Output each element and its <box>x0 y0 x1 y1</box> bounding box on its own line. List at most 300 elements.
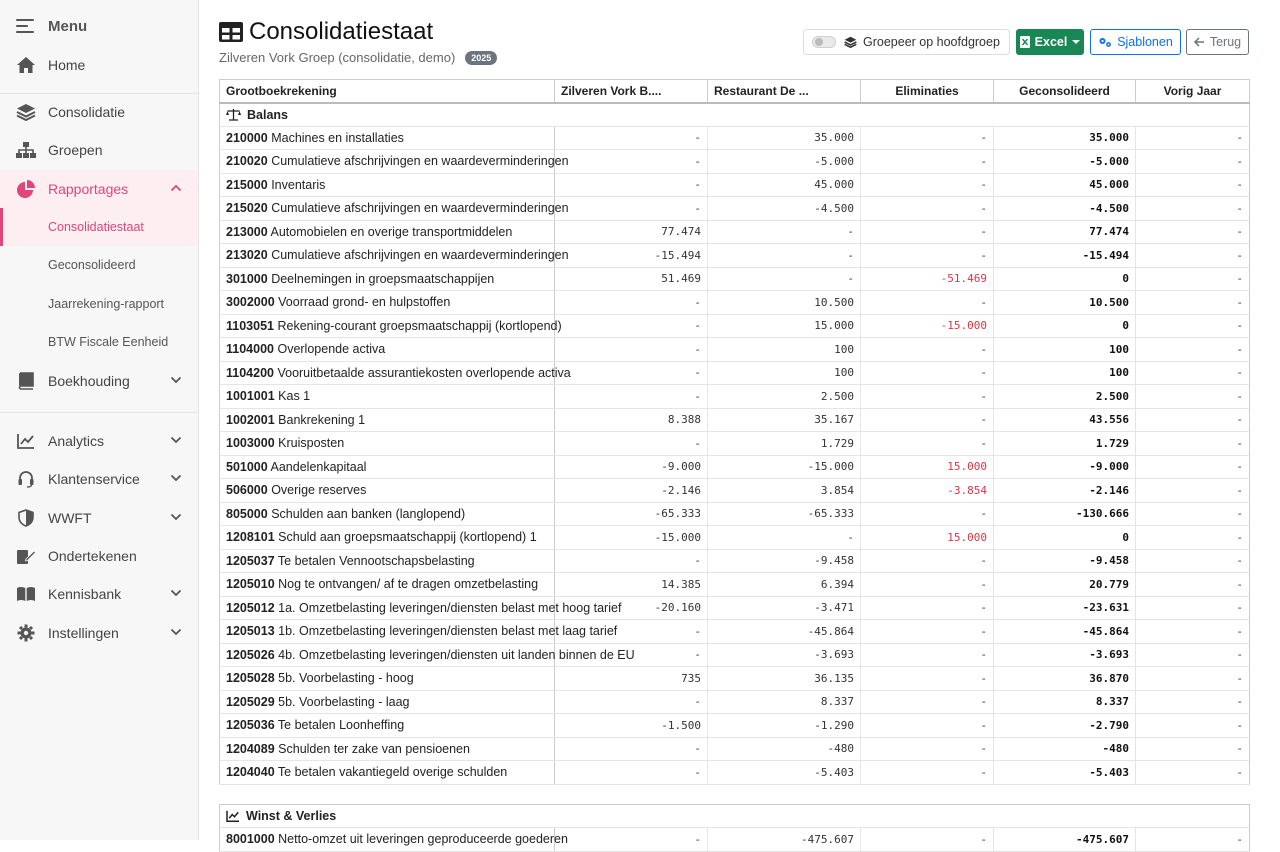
subtitle-text: Zilveren Vork Groep (consolidatie, demo) <box>219 50 456 65</box>
value-vorig-jaar: - <box>1136 220 1250 244</box>
table-row[interactable] <box>220 573 1250 597</box>
menu-toggle[interactable] <box>0 0 198 52</box>
headset-icon <box>16 469 36 489</box>
sidebar-item-label: Home <box>48 57 86 73</box>
account-cell <box>220 667 555 691</box>
value-vorig-jaar: - <box>1136 173 1250 197</box>
excel-button[interactable] <box>1016 29 1084 55</box>
value-vorig-jaar: - <box>1136 314 1250 338</box>
value-geconsolideerd: -15.494 <box>994 244 1136 268</box>
value-restaurant: - <box>708 526 861 550</box>
sidebar-sub-label: Geconsolideerd <box>48 258 136 272</box>
value-zilveren-vork: - <box>555 361 708 385</box>
sidebar-item-label: Instellingen <box>48 625 119 641</box>
value-vorig-jaar: - <box>1136 291 1250 315</box>
table-row[interactable] <box>220 338 1250 362</box>
table-row[interactable] <box>220 361 1250 385</box>
value-vorig-jaar: - <box>1136 828 1250 852</box>
value-geconsolideerd: 45.000 <box>994 173 1136 197</box>
value-eliminaties: - <box>861 690 994 714</box>
shield-icon <box>16 508 36 528</box>
account-code: 1104000 <box>226 342 274 357</box>
account-code: 301000 <box>226 271 268 286</box>
value-zilveren-vork: - <box>555 197 708 221</box>
back-button[interactable] <box>1186 29 1249 55</box>
value-zilveren-vork: 51.469 <box>555 267 708 291</box>
value-eliminaties: 15.000 <box>861 455 994 479</box>
account-cell <box>220 338 555 362</box>
chevron-down-icon <box>170 472 182 484</box>
value-eliminaties: - <box>861 667 994 691</box>
value-eliminaties: - <box>861 596 994 620</box>
table-row[interactable] <box>220 408 1250 432</box>
sidebar-item-rapportages[interactable] <box>0 170 198 208</box>
value-restaurant: 100 <box>708 338 861 362</box>
col-header-vorig-jaar[interactable]: Vorig Jaar <box>1136 80 1250 103</box>
account-name: Kruisposten <box>278 436 345 451</box>
account-cell <box>220 596 622 620</box>
line-chart-icon <box>226 810 240 822</box>
table-row[interactable] <box>220 479 1250 503</box>
account-cell <box>220 479 555 503</box>
value-eliminaties: -51.469 <box>861 267 994 291</box>
table-row[interactable] <box>220 455 1250 479</box>
account-name: 1a. Omzetbelasting leveringen/diensten belast met hoog tarief <box>278 600 622 615</box>
value-restaurant: -5.403 <box>708 761 861 785</box>
value-restaurant: 3.854 <box>708 479 861 503</box>
account-code: 210000 <box>226 130 268 145</box>
account-cell <box>220 385 555 409</box>
value-zilveren-vork: - <box>555 761 708 785</box>
value-eliminaties: - <box>861 197 994 221</box>
value-restaurant: -480 <box>708 737 861 761</box>
col-header-zilveren-vork[interactable]: Zilveren Vork B.... <box>555 80 708 103</box>
table-row[interactable] <box>220 173 1250 197</box>
table-row[interactable] <box>220 267 1250 291</box>
value-zilveren-vork: 735 <box>555 667 708 691</box>
chevron-up-icon <box>170 182 182 194</box>
value-restaurant: 45.000 <box>708 173 861 197</box>
value-restaurant: -475.607 <box>708 828 861 852</box>
value-eliminaties: -15.000 <box>861 314 994 338</box>
table-row[interactable] <box>220 761 1250 785</box>
value-zilveren-vork: - <box>555 314 708 338</box>
value-zilveren-vork: -15.000 <box>555 526 708 550</box>
account-code: 215020 <box>226 201 268 216</box>
value-vorig-jaar: - <box>1136 549 1250 573</box>
value-restaurant: 15.000 <box>708 314 861 338</box>
hamburger-icon <box>16 19 34 33</box>
account-code: 1205012 <box>226 600 275 615</box>
sidebar-sub-label: BTW Fiscale Eenheid <box>48 335 169 349</box>
value-zilveren-vork: - <box>555 828 708 852</box>
value-vorig-jaar: - <box>1136 620 1250 644</box>
value-vorig-jaar: - <box>1136 761 1250 785</box>
pie-chart-icon <box>16 179 36 199</box>
account-code: 1204040 <box>226 765 275 780</box>
value-restaurant: -15.000 <box>708 455 861 479</box>
open-book-icon <box>16 584 36 604</box>
account-cell <box>220 408 555 432</box>
value-zilveren-vork: 77.474 <box>555 220 708 244</box>
table-row[interactable] <box>220 150 1250 174</box>
value-eliminaties: - <box>861 714 994 738</box>
table-row[interactable] <box>220 291 1250 315</box>
value-geconsolideerd: 20.779 <box>994 573 1136 597</box>
sidebar-item-label: Kennisbank <box>48 586 122 602</box>
value-vorig-jaar: - <box>1136 361 1250 385</box>
value-geconsolideerd: 36.870 <box>994 667 1136 691</box>
value-geconsolideerd: -23.631 <box>994 596 1136 620</box>
value-vorig-jaar: - <box>1136 408 1250 432</box>
value-zilveren-vork: -20.160 <box>555 596 708 620</box>
value-geconsolideerd: -5.000 <box>994 150 1136 174</box>
value-restaurant: -9.458 <box>708 549 861 573</box>
sidebar-item-label: Klantenservice <box>48 471 140 487</box>
account-name: Te betalen vakantiegeld overige schulden <box>277 765 508 780</box>
sidebar-item-label: Analytics <box>48 433 105 449</box>
account-name: Schulden aan banken (langlopend) <box>271 506 466 521</box>
value-eliminaties: - <box>861 173 994 197</box>
account-cell <box>220 620 618 644</box>
excel-file-icon <box>1020 36 1030 48</box>
account-code: 1001001 <box>226 389 275 404</box>
section-winst-verlies <box>220 804 1250 828</box>
account-name: Vooruitbetaalde assurantiekosten overlopende activa <box>277 365 571 380</box>
layers-icon <box>16 102 36 122</box>
sidebar-item-label: Groepen <box>48 142 103 158</box>
group-toggle[interactable] <box>803 29 1010 55</box>
value-eliminaties: - <box>861 620 994 644</box>
value-eliminaties: - <box>861 549 994 573</box>
value-zilveren-vork: -2.146 <box>555 479 708 503</box>
value-vorig-jaar: - <box>1136 573 1250 597</box>
account-code: 1205013 <box>226 624 275 639</box>
value-zilveren-vork: - <box>555 173 708 197</box>
sidebar-item-label: Ondertekenen <box>48 548 137 564</box>
value-zilveren-vork: - <box>555 690 708 714</box>
account-cell <box>220 828 568 852</box>
col-header-geconsolideerd[interactable]: Geconsolideerd <box>994 80 1136 103</box>
col-header-account[interactable]: Grootboekrekening <box>220 80 555 103</box>
sidebar-sub-jaarrekening[interactable] <box>0 285 198 323</box>
account-cell <box>220 761 555 785</box>
chevron-down-icon <box>170 626 182 638</box>
value-geconsolideerd: -9.000 <box>994 455 1136 479</box>
year-badge: 2025 <box>465 51 497 65</box>
consolidation-table <box>219 79 1250 852</box>
account-cell <box>220 220 555 244</box>
value-vorig-jaar: - <box>1136 385 1250 409</box>
value-geconsolideerd: 35.000 <box>994 126 1136 150</box>
page-title <box>219 18 433 46</box>
account-code: 1205028 <box>226 671 275 686</box>
account-cell <box>220 573 555 597</box>
table-row[interactable] <box>220 596 1250 620</box>
value-zilveren-vork: - <box>555 338 708 362</box>
value-zilveren-vork: - <box>555 737 708 761</box>
table-icon <box>219 22 243 42</box>
section-spacer <box>220 784 1250 804</box>
account-name: Machines en installaties <box>271 130 404 145</box>
table-row[interactable] <box>220 385 1250 409</box>
account-name: Te betalen Vennootschapsbelasting <box>277 553 475 568</box>
account-code: 1205029 <box>226 694 275 709</box>
account-code: 1208101 <box>226 530 275 545</box>
page-subtitle <box>219 50 497 65</box>
account-code: 1205010 <box>226 577 275 592</box>
account-code: 1205037 <box>226 553 275 568</box>
account-cell <box>220 173 555 197</box>
value-eliminaties: - <box>861 761 994 785</box>
value-restaurant: - <box>708 267 861 291</box>
toggle-switch[interactable] <box>812 36 836 48</box>
table-row[interactable] <box>220 667 1250 691</box>
table-row[interactable] <box>220 828 1250 852</box>
value-geconsolideerd: 0 <box>994 267 1136 291</box>
value-vorig-jaar: - <box>1136 432 1250 456</box>
value-restaurant: 1.729 <box>708 432 861 456</box>
sidebar <box>0 0 199 840</box>
value-vorig-jaar: - <box>1136 667 1250 691</box>
line-chart-icon <box>16 431 36 451</box>
value-eliminaties: - <box>861 126 994 150</box>
section-balans <box>220 103 1250 127</box>
value-geconsolideerd: 10.500 <box>994 291 1136 315</box>
value-vorig-jaar: - <box>1136 526 1250 550</box>
account-name: Schulden ter zake van pensioenen <box>278 741 470 756</box>
value-geconsolideerd: -5.403 <box>994 761 1136 785</box>
account-name: Netto-omzet uit leveringen geproduceerde goederen <box>278 832 568 847</box>
account-name: Cumulatieve afschrijvingen en waardeverminderingen <box>271 154 569 169</box>
account-cell <box>220 267 555 291</box>
value-vorig-jaar: - <box>1136 338 1250 362</box>
value-vorig-jaar: - <box>1136 267 1250 291</box>
account-code: 213000 <box>226 224 268 239</box>
value-restaurant: - <box>708 244 861 268</box>
account-cell <box>220 714 555 738</box>
value-zilveren-vork: -1.500 <box>555 714 708 738</box>
account-code: 805000 <box>226 506 268 521</box>
value-vorig-jaar: - <box>1136 126 1250 150</box>
spacer-cell <box>220 784 1250 804</box>
sidebar-sub-label: Jaarrekening-rapport <box>48 297 165 311</box>
value-eliminaties: - <box>861 291 994 315</box>
value-eliminaties: -3.854 <box>861 479 994 503</box>
value-vorig-jaar: - <box>1136 150 1250 174</box>
toggle-label: Groepeer op hoofdgroep <box>863 35 1000 49</box>
gear-icon <box>16 623 36 643</box>
table-row[interactable] <box>220 126 1250 150</box>
value-eliminaties: - <box>861 737 994 761</box>
account-cell <box>220 737 555 761</box>
section-label: Balans <box>247 107 288 122</box>
table-row[interactable] <box>220 432 1250 456</box>
value-eliminaties: - <box>861 150 994 174</box>
sidebar-item-ondertekenen[interactable] <box>0 537 198 575</box>
sidebar-item-label: Consolidatie <box>48 104 126 120</box>
value-restaurant: -45.864 <box>708 620 861 644</box>
sidebar-sub-geconsolideerd[interactable] <box>0 246 198 284</box>
terug-label: Terug <box>1209 35 1242 49</box>
account-name: 5b. Voorbelasting - hoog <box>278 671 414 686</box>
table-row[interactable] <box>220 549 1250 573</box>
home-icon <box>16 55 36 75</box>
value-vorig-jaar: - <box>1136 197 1250 221</box>
value-zilveren-vork: - <box>555 385 708 409</box>
account-code: 506000 <box>226 483 268 498</box>
account-name: Inventaris <box>271 177 326 192</box>
value-eliminaties: - <box>861 828 994 852</box>
account-code: 215000 <box>226 177 268 192</box>
account-cell <box>220 291 555 315</box>
value-geconsolideerd: -475.607 <box>994 828 1136 852</box>
account-cell <box>220 526 555 550</box>
value-eliminaties: 15.000 <box>861 526 994 550</box>
table-row[interactable] <box>220 244 1250 268</box>
value-restaurant: 6.394 <box>708 573 861 597</box>
sidebar-item-consolidatie[interactable] <box>0 93 198 131</box>
col-header-eliminaties[interactable]: Eliminaties <box>861 80 994 103</box>
chevron-down-icon <box>170 434 182 446</box>
value-vorig-jaar: - <box>1136 479 1250 503</box>
sitemap-icon <box>16 140 36 160</box>
value-restaurant: 2.500 <box>708 385 861 409</box>
value-zilveren-vork: - <box>555 432 708 456</box>
value-zilveren-vork: - <box>555 643 708 667</box>
balance-scale-icon <box>226 109 241 121</box>
account-cell <box>220 549 555 573</box>
value-geconsolideerd: -3.693 <box>994 643 1136 667</box>
value-eliminaties: - <box>861 643 994 667</box>
table-row[interactable] <box>220 714 1250 738</box>
account-name: Automobielen en overige transportmiddelen <box>270 224 513 239</box>
sidebar-item-klantenservice[interactable] <box>0 460 198 498</box>
account-name: Overige reserves <box>271 483 367 498</box>
sidebar-item-home[interactable] <box>0 46 198 84</box>
value-zilveren-vork: - <box>555 291 708 315</box>
value-restaurant: 36.135 <box>708 667 861 691</box>
value-geconsolideerd: -2.790 <box>994 714 1136 738</box>
table-row[interactable] <box>220 620 1250 644</box>
value-geconsolideerd: -130.666 <box>994 502 1136 526</box>
sidebar-item-kennisbank[interactable] <box>0 575 198 613</box>
table-row[interactable] <box>220 526 1250 550</box>
table-row[interactable] <box>220 314 1250 338</box>
account-name: Te betalen Loonheffing <box>277 718 405 733</box>
value-geconsolideerd: -4.500 <box>994 197 1136 221</box>
account-code: 213020 <box>226 248 268 263</box>
value-restaurant: 35.000 <box>708 126 861 150</box>
value-zilveren-vork: 8.388 <box>555 408 708 432</box>
account-cell <box>220 643 635 667</box>
value-geconsolideerd: 100 <box>994 338 1136 362</box>
value-zilveren-vork: 14.385 <box>555 573 708 597</box>
value-geconsolideerd: -2.146 <box>994 479 1136 503</box>
account-name: Overlopende activa <box>277 342 386 357</box>
sidebar-item-boekhouding[interactable] <box>0 362 198 400</box>
account-code: 1205036 <box>226 718 275 733</box>
value-vorig-jaar: - <box>1136 244 1250 268</box>
table-row[interactable] <box>220 643 1250 667</box>
account-name: 5b. Voorbelasting - laag <box>278 694 410 709</box>
value-zilveren-vork: - <box>555 620 708 644</box>
value-eliminaties: - <box>861 244 994 268</box>
chevron-down-icon <box>170 511 182 523</box>
account-code: 210020 <box>226 154 268 169</box>
value-zilveren-vork: - <box>555 126 708 150</box>
sidebar-item-instellingen[interactable] <box>0 614 198 652</box>
sjablonen-button[interactable] <box>1090 29 1181 55</box>
account-code: 1103051 <box>226 318 274 333</box>
value-vorig-jaar: - <box>1136 643 1250 667</box>
value-geconsolideerd: 77.474 <box>994 220 1136 244</box>
excel-label: Excel <box>1034 35 1068 49</box>
account-name: Cumulatieve afschrijvingen en waardeverminderingen <box>271 201 569 216</box>
value-geconsolideerd: -9.458 <box>994 549 1136 573</box>
value-restaurant: - <box>708 220 861 244</box>
account-cell <box>220 197 569 221</box>
sidebar-item-label: WWFT <box>48 510 92 526</box>
sidebar-item-wwft[interactable] <box>0 499 198 537</box>
account-name: Bankrekening 1 <box>278 412 366 427</box>
sjablonen-label: Sjablonen <box>1117 35 1173 49</box>
table-row[interactable] <box>220 737 1250 761</box>
col-header-restaurant[interactable]: Restaurant De ... <box>708 80 861 103</box>
value-eliminaties: - <box>861 432 994 456</box>
account-name: 1b. Omzetbelasting leveringen/diensten belast met laag tarief <box>278 624 618 639</box>
table-row[interactable] <box>220 502 1250 526</box>
value-restaurant: -5.000 <box>708 150 861 174</box>
value-zilveren-vork: -9.000 <box>555 455 708 479</box>
account-code: 1003000 <box>226 436 275 451</box>
account-code: 501000 <box>226 459 268 474</box>
value-geconsolideerd: 100 <box>994 361 1136 385</box>
value-zilveren-vork: - <box>555 549 708 573</box>
sidebar-item-analytics[interactable] <box>0 422 198 460</box>
caret-down-icon <box>1072 39 1080 45</box>
account-code: 1204089 <box>226 741 275 756</box>
account-cell <box>220 455 555 479</box>
table-row[interactable] <box>220 220 1250 244</box>
value-eliminaties: - <box>861 361 994 385</box>
value-geconsolideerd: 43.556 <box>994 408 1136 432</box>
account-name: Voorraad grond- en hulpstoffen <box>278 295 451 310</box>
account-code: 8001000 <box>226 832 275 847</box>
menu-label: Menu <box>48 17 88 35</box>
value-geconsolideerd: 0 <box>994 314 1136 338</box>
value-geconsolideerd: 8.337 <box>994 690 1136 714</box>
sidebar-item-groepen[interactable] <box>0 131 198 169</box>
value-vorig-jaar: - <box>1136 596 1250 620</box>
sidebar-sub-btw[interactable] <box>0 323 198 361</box>
sidebar-item-label: Boekhouding <box>48 373 130 389</box>
value-restaurant: -3.693 <box>708 643 861 667</box>
layers-icon <box>844 36 857 48</box>
account-cell <box>220 432 555 456</box>
value-vorig-jaar: - <box>1136 455 1250 479</box>
account-cell <box>220 314 562 338</box>
value-vorig-jaar: - <box>1136 502 1250 526</box>
signature-icon <box>16 546 36 566</box>
value-vorig-jaar: - <box>1136 714 1250 738</box>
sidebar-sub-consolidatiestaat[interactable] <box>0 208 198 246</box>
table-row[interactable] <box>220 197 1250 221</box>
value-eliminaties: - <box>861 385 994 409</box>
account-name: 4b. Omzetbelasting leveringen/diensten uit landen binnen de EU <box>278 647 635 662</box>
value-zilveren-vork: -15.494 <box>555 244 708 268</box>
table-row[interactable] <box>220 690 1250 714</box>
